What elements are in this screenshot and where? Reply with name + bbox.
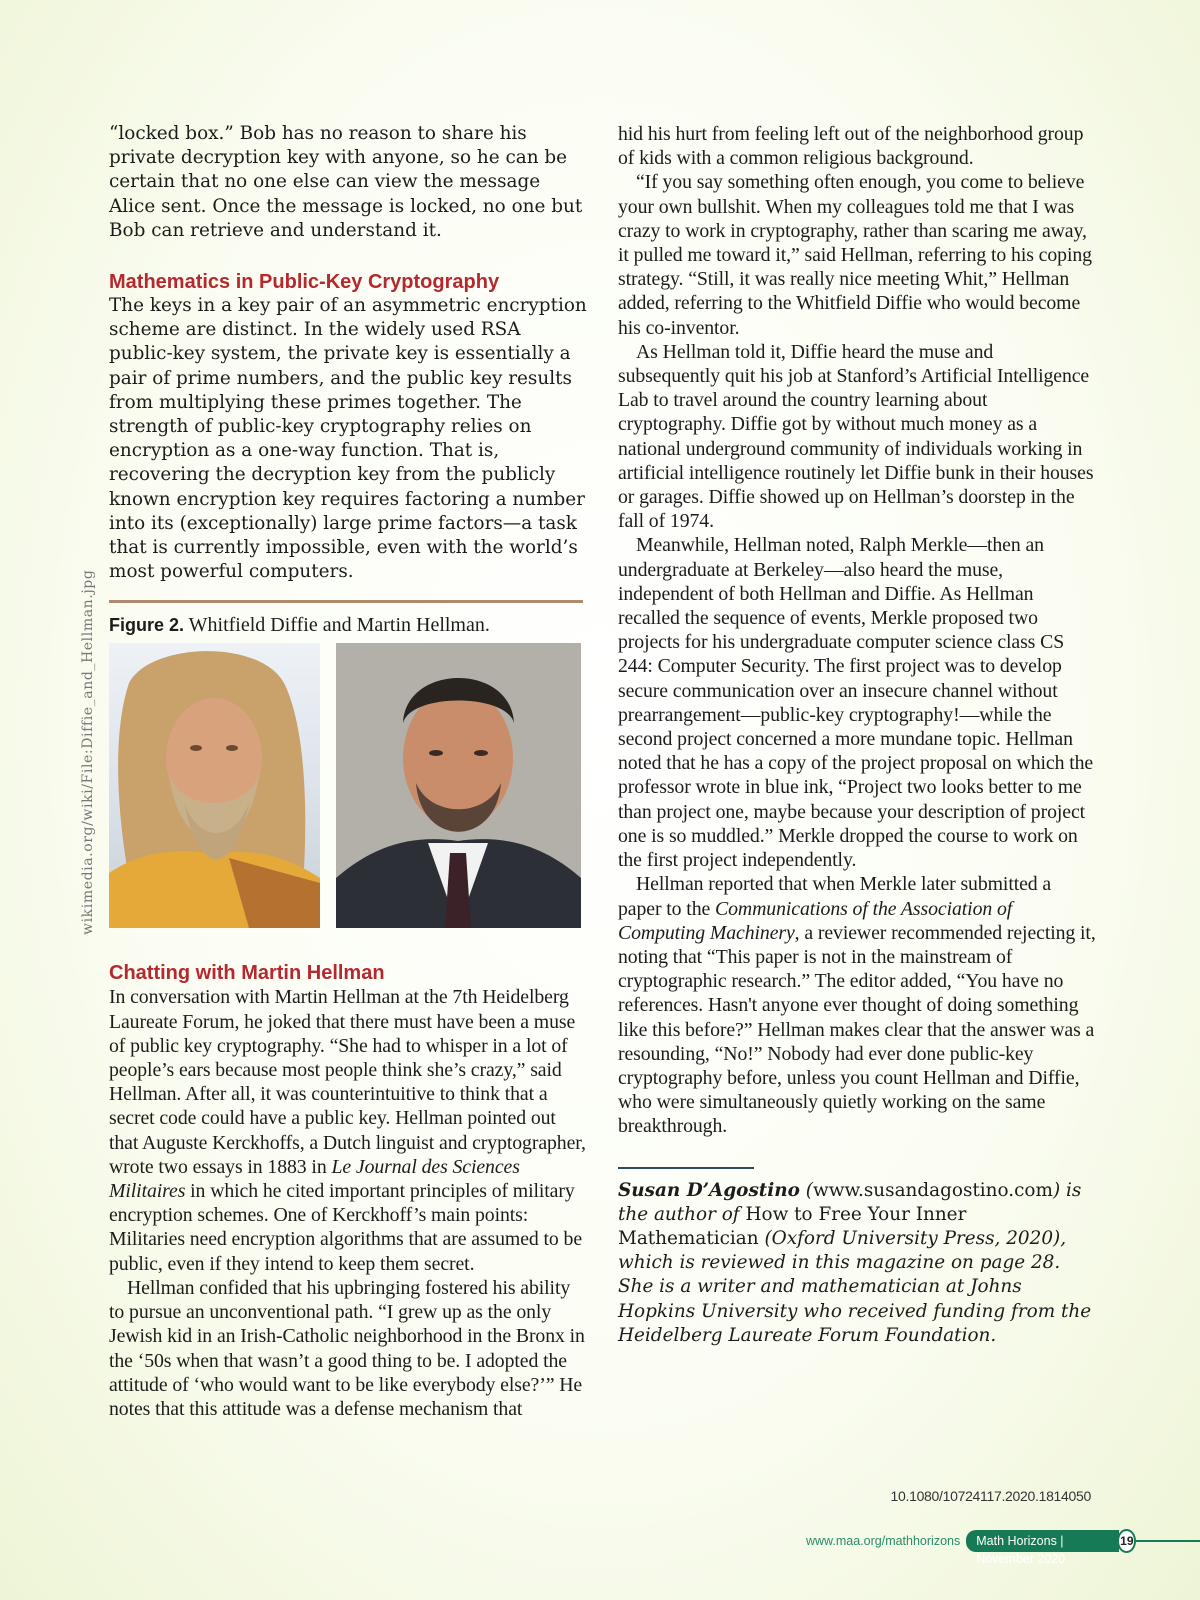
doi-number: 10.1080/10724117.2020.1814050 [890, 1488, 1091, 1504]
right-paragraph-5 [618, 872, 1098, 1138]
bio-paren: ( [805, 1179, 813, 1201]
chat-text-a: In conversation with Martin Hellman at the 7th Heidelberg Laureate Forum, he joked that there must have been a muse of public key cryptography. “She had to whisper in a lot of people’s ears because most people think she’s crazy,” said Hellman. After all, it was counterintuitive to think that a secret code could have a public key. Hellman pointed out that Auguste Kerckhoffs, a Dutch linguist and cryptographer, wrote two essays in 1883 in [109, 986, 586, 1178]
bio-text-a: ) is the author of [618, 1179, 1082, 1225]
figure-caption-text: Whitfield Diffie and Martin Hellman. [188, 614, 490, 637]
footer-line [1136, 1540, 1200, 1542]
para5-text-b: , a reviewer recommended rejecting it, noting that “This paper is not in the mainstream of cryptographic research.” The editor added, “You have no references. Hasn't anyone ever thought of doing something like this before?” Hellman makes clear that the answer was a resounding, “No!” Nobody had ever done public-key cryptography before, unless you count Hellman and Diffie, who were simultaneously quietly working on the same breakthrough. [618, 921, 1096, 1138]
intro-paragraph: “locked box.” Bob has no reason to share his private decryption key with anyone, so he can be certain that no one else can view the message Alice sent. Once the message is locked, no one but Bob can retrieve and understand it. [109, 123, 583, 241]
heading-chatting: Chatting with Martin Hellman [109, 962, 385, 985]
author-name: Susan D’Agostino [618, 1179, 800, 1201]
photo-credit: wikimedia.org/wiki/File:Diffie_and_Hellman.jpg [80, 569, 96, 935]
photo-diffie [109, 643, 320, 928]
right-column [618, 122, 1098, 1348]
left-column [109, 122, 587, 1421]
footer-url: www.maa.org/mathhorizons [806, 1534, 961, 1548]
para5-text-a: Hellman reported that when Merkle later submitted a paper to the [618, 873, 1052, 920]
author-divider [618, 1167, 754, 1169]
figure-divider [109, 600, 583, 603]
author-bio [618, 1179, 1098, 1348]
heading-mathematics: Mathematics in Public-Key Cryptography [109, 271, 500, 294]
right-paragraph-3: As Hellman told it, Diffie heard the muse and subsequently quit his job at Stanford’s Artificial Intelligence Lab to travel around the country learning about cryptography. Diffie got by without much money as a national underground community of individuals working in artificial intelligence routinely let Diffie bunk in their houses or garages. Diffie showed up on Hellman’s doorstep in the fall of 1974. [618, 340, 1094, 533]
chat-paragraph-2: Hellman confided that his upbringing fostered his ability to pursue an unconventional path. “I grew up as the only Jewish kid in an Irish-Catholic neighborhood in the Bronx in the ‘50s when that wasn’t a good thing to be. I adopted the attitude of ‘who would want to be like everybody else?’” He notes that this attitude was a defense mechanism that [109, 1276, 585, 1420]
bio-text-b: (Oxford University Press, 2020), which is reviewed in this magazine on page 28. She is a writer and mathematician at Johns Hopkins University who received funding from the Heidelberg Laureate Forum Foundation. [618, 1227, 1092, 1346]
figure-photos [109, 643, 587, 928]
journal-title: Le Journal des Sciences Militaires [109, 1155, 520, 1203]
chat-paragraph-1 [109, 985, 587, 1275]
chat-text-b: in which he cited important principles of military encryption schemes. One of Kerckhoff’s main points: Militaries need encryption algorithms that are assumed to be public, even if they intend to keep them secret. [109, 1180, 583, 1275]
page-number: 19 [1117, 1529, 1136, 1553]
right-paragraph-4: Meanwhile, Hellman noted, Ralph Merkle—then an undergraduate at Berkeley—also heard the muse, independent of both Hellman and Diffie. As Hellman recalled the sequence of events, Merkle proposed two projects for his undergraduate computer science class CS 244: Computer Security. The first project was to develop secure communication over an insecure channel without prearrangement—public-key cryptography!—while the second project concerned a more mundane topic. Hellman noted that he has a copy of the project proposal on which the professor wrote in blue ink, “Project two looks better to me than project one, maybe because your description of project one is so muddled.” Merkle dropped the course to work on the first project independently. [618, 534, 1094, 872]
photo-hellman [336, 643, 581, 928]
page-footer [806, 1530, 1200, 1566]
hellman-portrait-image [336, 643, 581, 928]
journal-name: Communications of the Association of Computing Machinery [618, 897, 1013, 944]
footer-magazine-badge: Math Horizons | November 2020 [966, 1530, 1119, 1552]
author-website: www.susandagostino.com [812, 1179, 1053, 1201]
right-paragraph-2: “If you say something often enough, you come to believe your own bullshit. When my colleagues told me that I was crazy to work in cryptography, rather than scaring me away, it pulled me toward it,” said Hellman, referring to his coping strategy. “Still, it was really nice meeting Whit,” Hellman added, referring to the Whitfield Diffie who would become his co-inventor. [618, 171, 1092, 339]
figure-caption [109, 613, 587, 637]
right-paragraph-1: hid his hurt from feeling left out of the neighborhood group of kids with a common religious background. [618, 123, 1084, 170]
diffie-portrait-image [109, 643, 320, 928]
math-paragraph: The keys in a key pair of an asymmetric encryption scheme are distinct. In the widely used RSA public-key system, the private key is essentially a pair of prime numbers, and the public key results from multiplying these primes together. The strength of public-key cryptography relies on encryption as a one-way function. That is, recovering the decryption key from the publicly known encryption key requires factoring a number into its (exceptionally) large prime factors—a task that is currently impossible, even with the world’s most powerful computers. [109, 295, 587, 583]
figure-label: Figure 2. [109, 615, 185, 636]
book-title: How to Free Your Inner Mathematician [618, 1203, 967, 1249]
